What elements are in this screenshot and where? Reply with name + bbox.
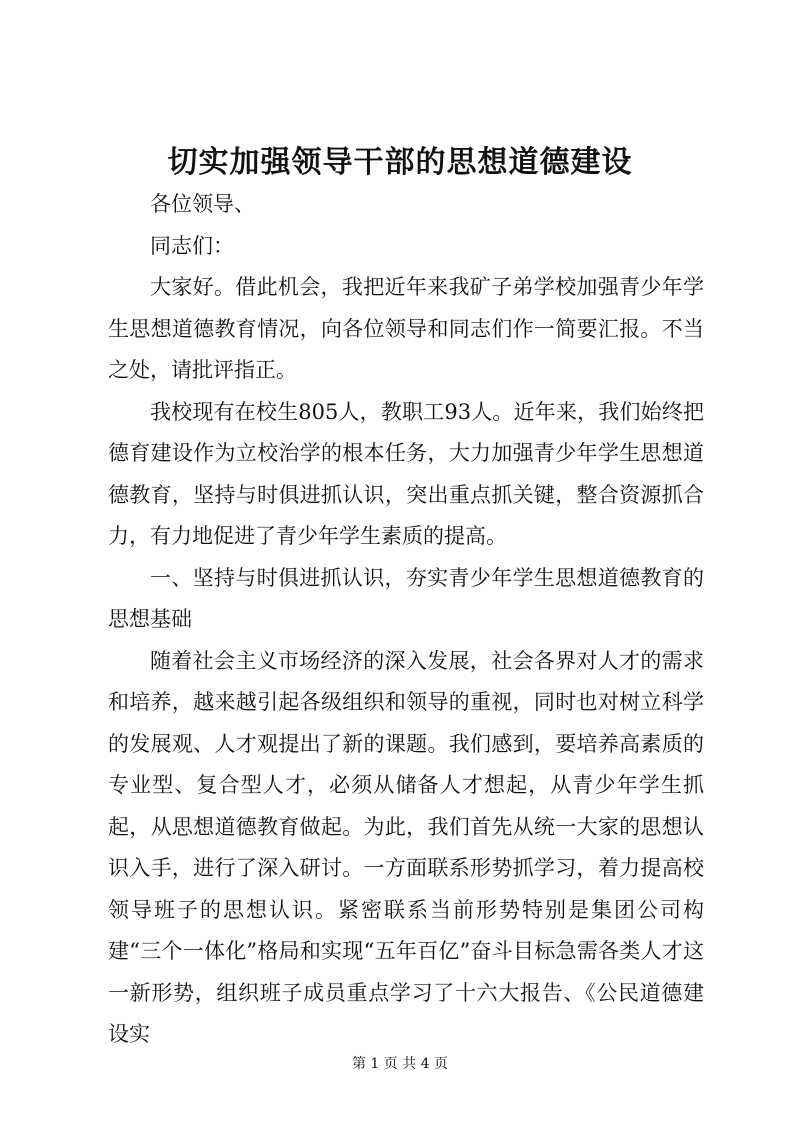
page-footer: 第 1 页 共 4 页 bbox=[351, 1056, 449, 1072]
salutation-line-1: 各位领导、 bbox=[150, 192, 255, 216]
paragraph-greeting: 大家好。借此机会，我把近年来我矿子弟学校加强青少年学生思想道德教育情况，向各位领导和同志们作一简要汇报。不当之处，请批评指正。 bbox=[108, 275, 704, 382]
salutation-line-2: 同志们： bbox=[150, 233, 234, 258]
paragraph-school-overview: 我校现有在校生805人，教职工93人。近年来，我们始终把德育建设作为立校治学的根本任务，大力加强青少年学生思想道德教育，坚持与时俱进抓认识，突出重点抓关键，整合资源抓合力，有力地促进了青少年学生素质的提高。 bbox=[108, 399, 704, 548]
paragraph-section-1-body: 随着社会主义市场经济的深入发展，社会各界对人才的需求和培养，越来越引起各级组织和领导的重视，同时也对树立科学的发展观、人才观提出了新的课题。我们感到，要培养高素质的专业型、复合型人才，必须从储备人才想起，从青少年学生抓起，从思想道德教育做起。为此，我们首先从统一大家的思想认识入手，进行了深入研讨。一方面联系形势抓学习，着力提高校领导班子的思想认识。紧密联系当前形势特别是集团公司构建“三个一体化”格局和实现“五年百亿”奋斗目标急需各类人才这一新形势，组织班子成员重点学习了十六大报告、《公民道德建设实 bbox=[108, 648, 704, 1046]
document-body bbox=[108, 184, 704, 1056]
section-heading-1: 一、坚持与时俱进抓认识，夯实青少年学生思想道德教育的思想基础 bbox=[108, 565, 704, 631]
document-title: 切实加强领导干部的思想道德建设 bbox=[167, 145, 633, 180]
